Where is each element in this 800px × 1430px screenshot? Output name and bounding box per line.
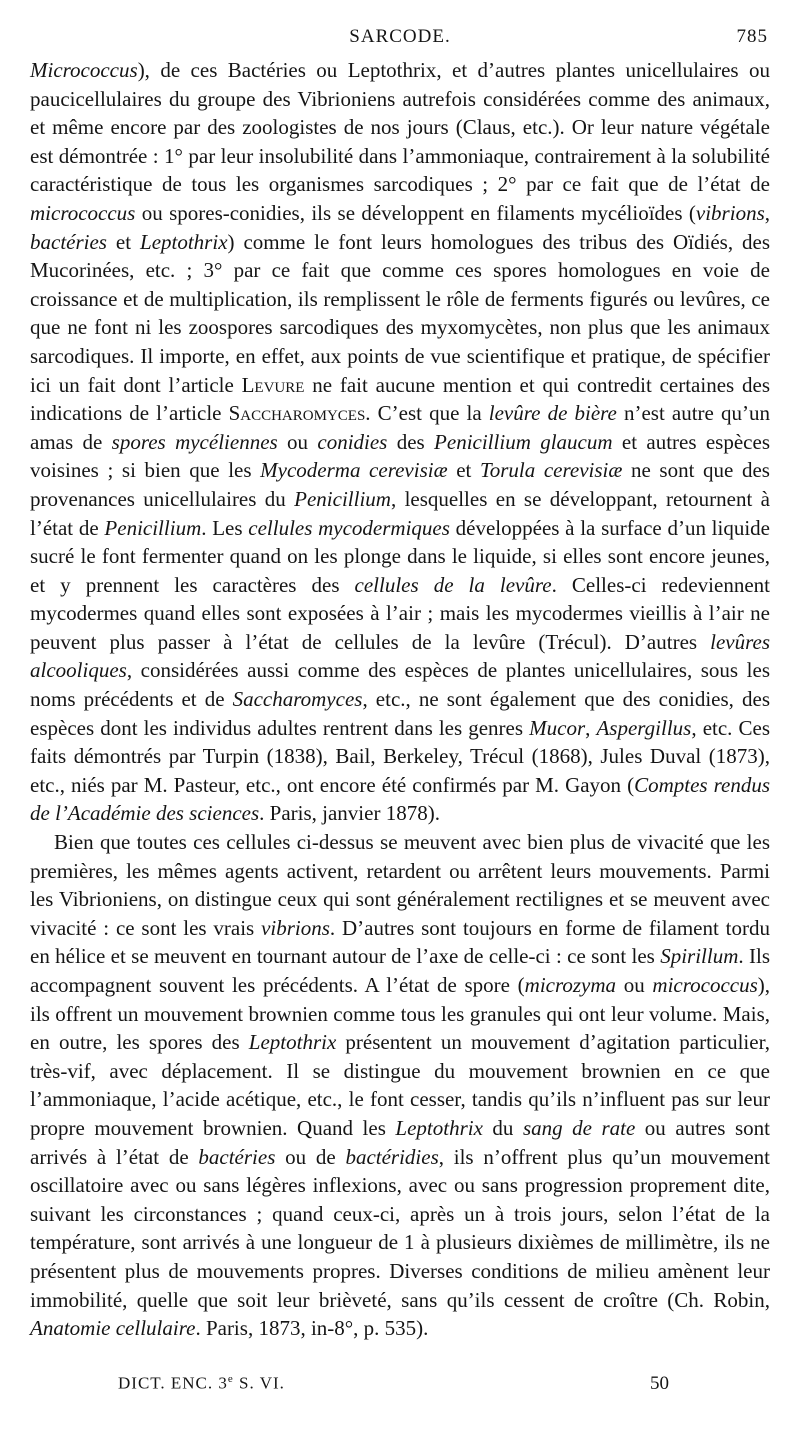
- page-number: 785: [736, 26, 768, 47]
- text-run: ou de: [275, 1144, 346, 1169]
- italic-run: Penicillium glaucum: [434, 429, 613, 454]
- text-run: ,: [764, 200, 770, 225]
- running-title: SARCODE.: [349, 26, 451, 47]
- text-run: ou: [277, 429, 318, 454]
- italic-run: bactéridies: [345, 1144, 439, 1169]
- italic-run: bactéries: [198, 1144, 276, 1169]
- text-run: et: [106, 229, 141, 254]
- italic-run: Penicillium: [104, 515, 202, 540]
- italic-run: microzyma: [524, 973, 617, 997]
- italic-run: Spirillum: [660, 944, 739, 969]
- italic-run: Mucor: [529, 715, 586, 740]
- italic-run: Mycoderma cerevisiæ: [260, 458, 448, 483]
- text-run: . Paris, 1873, in-8°, p. 535).: [195, 1316, 429, 1341]
- italic-run: cellules de la levûre: [354, 572, 552, 597]
- text-run: , lesquelles en se développant, retournent à l’état de: [30, 486, 770, 540]
- italic-run: Leptothrix: [140, 229, 228, 254]
- italic-run: Leptothrix: [395, 1115, 483, 1140]
- italic-run: Leptothrix: [248, 1030, 337, 1055]
- italic-run: levûre de bière: [488, 401, 617, 426]
- text-run: et autres espèces voisines ; si bien que les: [30, 429, 770, 483]
- text-run: ou spores-conidies, ils se développent en filaments mycélioïdes (: [135, 200, 696, 225]
- italic-run: spores mycéliennes: [111, 429, 278, 454]
- sheet-number: 50: [650, 1373, 669, 1394]
- italic-run: Micrococcus: [30, 58, 138, 82]
- text-run: . Celles-ci redeviennent mycodermes quand elles sont exposées à l’air ; mais les mycodermes vieillis à l’air ne peuvent plus passer à l’état de cellules de la levûre (Trécul). D’autres: [30, 572, 770, 654]
- text-run: ne sont que des provenances unicellulaires du: [30, 458, 770, 511]
- italic-run: Saccharomyces: [232, 687, 363, 712]
- text-run: ), de ces Bactéries ou Leptothrix, et d’autres plantes unicellulaires ou paucicellulaires du groupe des Vibrioniens autrefois considérées comme des animaux, et même encore par des zoologistes de nos jours (Claus, etc.). Or leur nature végétale est démontrée : 1° par leur insolubilité dans l’ammoniaque, contrairement à la solubilité caractéristique de tous les organismes sarcodiques ; 2° par ce fait que de l’état de: [30, 58, 770, 197]
- text-run: , etc. Ces faits démontrés par Turpin (1838), Bail, Berkeley, Trécul (1868), Jules Duval (1873), etc., niés par M. Pasteur, etc., ont encore été confirmés par M. Gayon (: [30, 715, 771, 797]
- text-run: , ils n’offrent plus qu’un mouvement oscillatoire avec ou sans légères inflexions, avec ou sans progression proprement dite, suivant les circonstances ; quand ceux-ci, après un à trois jours, selon l’état de la température, sont arrivés à une longueur de 1 à plusieurs dixièmes de millimètre, ils ne présentent plus de mouvements propres. Diverses conditions de milieu amènent leur immobilité, quelle que soit leur brièveté, sans qu’ils cessent de croître (Ch. Robin,: [30, 1144, 770, 1312]
- paragraph-1: [30, 56, 770, 828]
- italic-run: bactéries: [30, 229, 107, 254]
- signature-mark: DICT. ENC. 3e S. VI.: [118, 1373, 285, 1393]
- text-run: . Paris, janvier 1878).: [259, 801, 440, 826]
- text-run: n’est autre qu’un amas de: [30, 401, 770, 454]
- small-caps-run: Saccharomyces: [228, 401, 366, 426]
- paragraph-2: [30, 828, 770, 1343]
- text-run: ou: [616, 973, 653, 997]
- text-run: développées à la surface d’un liquide sucré le font fermenter quand on les plonge dans le liquide, si elles sont encore jeunes, et y prennent les caractères des: [30, 515, 770, 597]
- text-run: . Ils accompagnent souvent les précédents. A l’état de spore (: [30, 944, 770, 997]
- text-run: , etc., ne sont également que des conidies, des espèces dont les individus adultes rentrent dans les genres: [30, 687, 770, 740]
- italic-run: micrococcus: [30, 200, 136, 225]
- italic-run: Anatomie cellulaire: [30, 1316, 196, 1341]
- italic-run: Comptes rendus de l’Académie des sciences: [30, 772, 770, 826]
- text-run: Bien que toutes ces cellules ci-dessus se meuvent avec bien plus de vivacité que les premières, les mêmes agents activent, retardent ou arrêtent leurs mouvements. Parmi les Vibrioniens, on distingue ceux qui sont généralement rectilignes et se meuvent avec vivacité : ce sont les vrais: [30, 830, 770, 940]
- text-run: et: [447, 458, 480, 483]
- text-run: des: [387, 429, 435, 454]
- text-run: . C’est que la: [365, 401, 489, 426]
- italic-run: Aspergillus: [596, 715, 692, 740]
- italic-run: Penicillium: [294, 486, 391, 511]
- text-run: ,: [585, 715, 597, 740]
- italic-run: sang de rate: [522, 1115, 636, 1140]
- italic-run: levûres alcooliques: [30, 629, 770, 683]
- running-header: [30, 26, 770, 56]
- text-run: . D’autres sont toujours en forme de filament tordu en hélice et se meuvent en tournant autour de l’axe de celle-ci : ce sont les: [30, 915, 770, 969]
- italic-run: micrococcus: [652, 973, 758, 997]
- text-run: . Les: [201, 515, 249, 540]
- italic-run: vibrions: [695, 200, 765, 225]
- text-run: du: [482, 1115, 523, 1140]
- italic-run: vibrions: [261, 915, 330, 940]
- text-run: ), ils offrent un mouvement brownien comme tous les granules qui ont leur volume. Mais, en outre, les spores des: [30, 973, 771, 1055]
- italic-run: cellules mycodermiques: [248, 515, 450, 540]
- italic-run: conidies: [317, 429, 388, 454]
- small-caps-run: Levure: [241, 372, 305, 397]
- text-run: ou autres sont arrivés à l’état de: [30, 1115, 770, 1169]
- text-run: , considérées aussi comme des espèces de plantes unicellulaires, sous les noms précédents et de: [30, 658, 770, 712]
- text-run: présentent un mouvement d’agitation particulier, très-vif, avec déplacement. Il se distingue du mouvement brownien en ce que l’ammoniaque, l’acide acétique, etc., le font cesser, tandis qu’ils n’influent pas sur leur propre mouvement brownien. Quand les: [30, 1030, 770, 1140]
- italic-run: Torula cerevisiæ: [479, 458, 623, 483]
- text-run: ne fait aucune mention et qui contredit certaines des indications de l’article: [30, 372, 770, 426]
- text-run: ) comme le font leurs homologues des tribus des Oïdiés, des Mucorinées, etc. ; 3° par ce fait que comme ces spores homologues en voie de croissance et de multiplication, ils remplissent le rôle de ferments figurés ou levûres, ce que ne font ni les zoospores sarcodiques des myxomycètes, non plus que les animaux sarcodiques. Il importe, en effet, aux points de vue scientifique et pratique, de spécifier ici un fait dont l’article: [30, 229, 770, 397]
